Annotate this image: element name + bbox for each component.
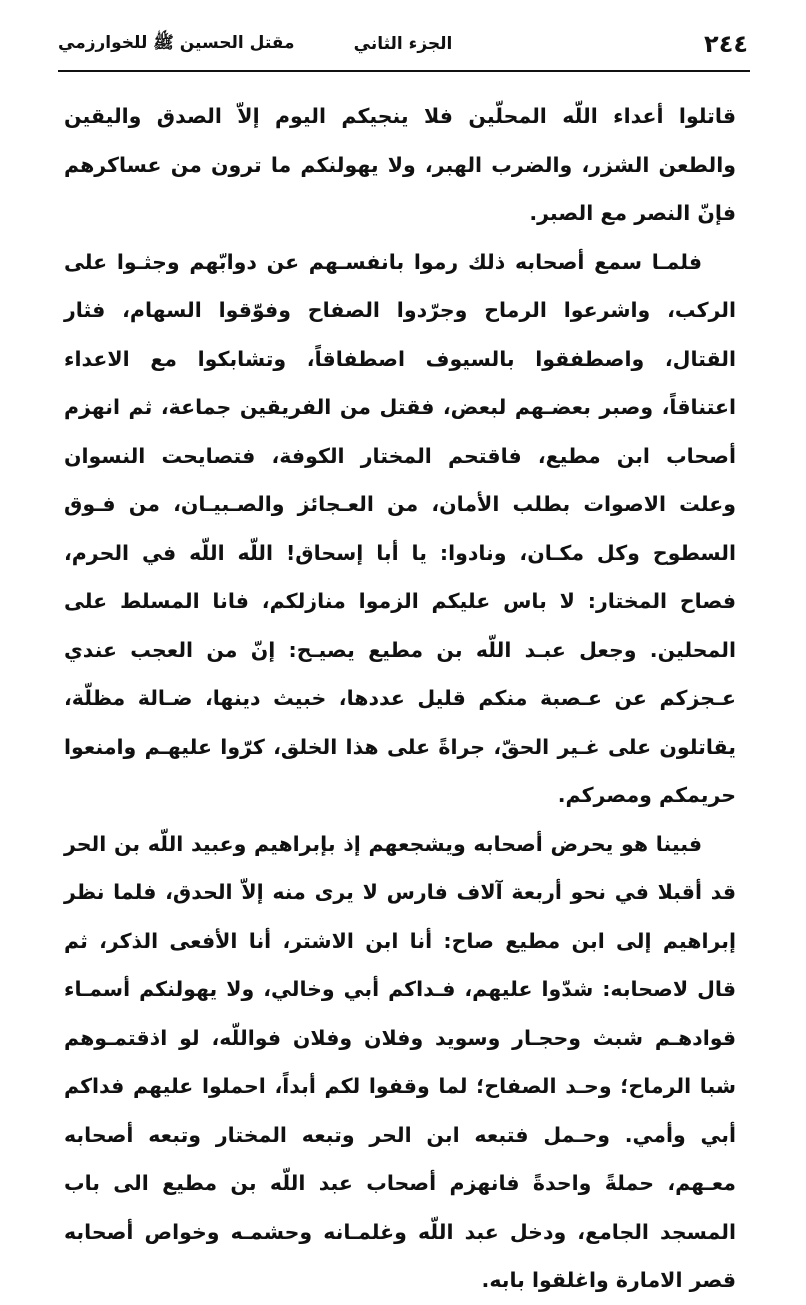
part-title: الجزء الثاني [353,34,453,54]
page-number: ٢٤٤ [704,30,748,58]
header-divider [58,70,750,72]
body-text [64,92,736,1305]
book-title: مقتل الحسين ﷺ للخوارزمي [58,32,295,53]
paragraph: فبينا هو يحرض أصحابه ويشجعهم إذ بإبراهيم وعبيد اللّه بن الحر قد أقبلا في نحو أربعة آلاف فارس لا يرى منه إلاّ الحدق، فلما نظر إبراهيم إلى ابن مطيع صاح: أنا ابن الاشتر، أنا الأفعى الذكر، ثم قال لاصحابه: شدّوا عليهم، فـداكم أبي وخالي، ولا يهولنكم أسمـاء قوادهـم شبث وحجـار وسويد وفلان وفلان فواللّه، لو اذقتمـوهم شبا الرماح؛ وحـد الصفاح؛ لما وقفوا لكم أبداً، احملوا عليهم فداكم أبي وأمي. وحـمل فتبعه ابن الحر وتبعه المختار وتبعه أصحابه معـهم، حملةً واحدةً فانهزم أصحاب عبد اللّه بن مطيع الى باب المسجد الجامع، ودخل عبد اللّه وغلمـانه وحشمـه وخواص أصحابه قصر الامارة واغلقوا بابه. [64,831,736,1292]
running-header [58,26,748,62]
paragraph: قاتلوا أعداء اللّه المحلّين فلا ينجيكم اليوم إلاّ الصدق واليقين والطعن الشزر، والضرب الهبر، ولا يهولنكم ما ترون من عساكرهم فإنّ النصر مع الصبر. [64,104,736,225]
paragraph: فلمـا سمع أصحابه ذلك رموا بانفسـهم عن دوابّهم وجثـوا على الركب، واشرعوا الرماح وجرّدوا الصفاح وفوّقوا السهام، فثار القتال، واصطفقوا بالسيوف اصطفاقاً، وتشابكوا مع الاعداء اعتناقاً، وصبر بعضـهم لبعض، فقتل من الفريقين جماعة، ثم انهزم أصحاب ابن مطيع، فاقتحم المختار الكوفة، فتصايحت النسوان وعلت الاصوات بطلب الأمان، من العـجائز والصـبيـان، من فـوق السطوح وكل مكـان، ونادوا: يا أبا إسحاق! اللّه اللّه في الحرم، فصاح المختار: لا باس عليكم الزموا منازلكم، فانا المسلط على المحلين. وجعل عبـد اللّه بن مطيع يصيـح: إنّ من العجب عندي عـجزكم عن عـصبة منكم قليل عددها، خبيث دينها، ضـالة مظلّة، يقاتلون على غـير الحقّ، جراةً على هذا الخلق، كرّوا عليهـم وامنعوا حريمكم ومصركم. [64,249,736,807]
